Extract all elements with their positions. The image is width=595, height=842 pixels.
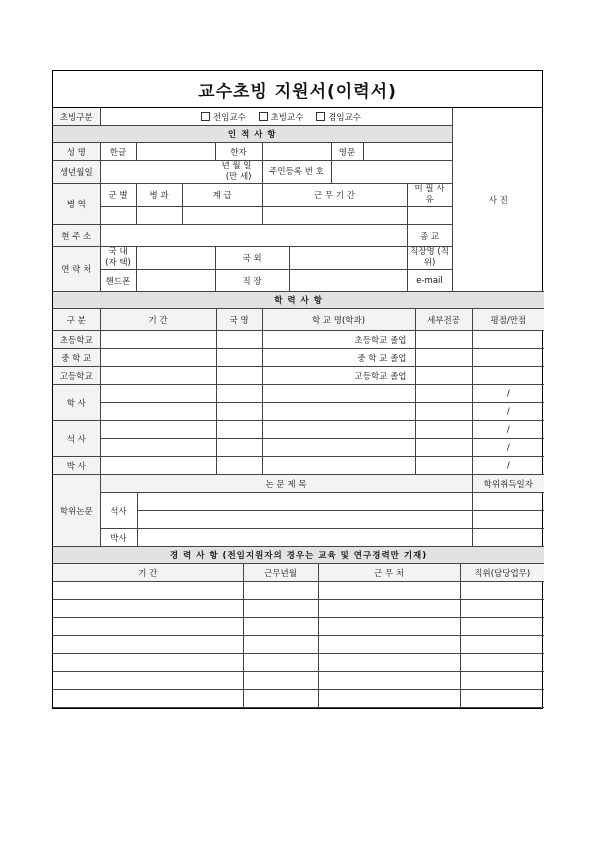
option-adjunct: 겸임교수 — [328, 112, 362, 123]
career-row-workplace[interactable] — [318, 672, 460, 690]
career-header-workplace: 근 무 처 — [318, 564, 460, 582]
option-invited: 초빙교수 — [270, 112, 304, 123]
mil-rank-field[interactable] — [182, 207, 262, 225]
education-section-header: 학 력 사 항 — [53, 292, 544, 309]
thesis-master-title-1[interactable] — [137, 493, 472, 511]
bachelor-school-1[interactable] — [262, 385, 415, 403]
master-school-2[interactable] — [262, 439, 415, 457]
thesis-doctor-label: 박사 — [100, 529, 137, 547]
middle-label: 중 학 교 — [53, 349, 100, 367]
resident-no-field[interactable] — [331, 161, 452, 184]
name-label: 성 명 — [53, 143, 100, 161]
career-row-workplace[interactable] — [318, 690, 460, 708]
checkbox-invited[interactable] — [259, 112, 268, 121]
edu-header-period: 기 간 — [100, 309, 216, 331]
career-row-months[interactable] — [243, 690, 318, 708]
edu-header-school: 학 교 명(학과) — [262, 309, 415, 331]
edu-header-gpa: 평점/만점 — [472, 309, 544, 331]
work-label: 직 장 — [215, 270, 289, 292]
mil-period-field[interactable] — [262, 207, 407, 225]
mobile-field[interactable] — [136, 270, 215, 292]
middle-gpa[interactable] — [472, 349, 544, 367]
bachelor-country-1[interactable] — [216, 385, 262, 403]
religion-label: 종 교 — [407, 225, 452, 247]
birth-field[interactable] — [100, 161, 262, 184]
career-row-position[interactable] — [460, 690, 544, 708]
high-school[interactable]: 고등학교 졸업 — [262, 367, 415, 385]
thesis-doctor-date[interactable] — [472, 529, 544, 547]
elementary-gpa[interactable] — [472, 331, 544, 349]
career-header-period: 기 간 — [53, 564, 243, 582]
bachelor-period-1[interactable] — [100, 385, 216, 403]
career-row-period[interactable] — [53, 618, 243, 636]
master-gpa-1[interactable]: / — [472, 421, 544, 439]
bachelor-major-2[interactable] — [415, 403, 472, 421]
career-row-position[interactable] — [460, 672, 544, 690]
bachelor-school-2[interactable] — [262, 403, 415, 421]
birth-age: (만 세) — [225, 172, 252, 182]
thesis-master-title-2[interactable] — [137, 511, 472, 529]
career-row-period[interactable] — [53, 582, 243, 600]
career-row-months[interactable] — [243, 582, 318, 600]
master-gpa-2[interactable]: / — [472, 439, 544, 457]
career-header-months: 근무년월 — [243, 564, 318, 582]
thesis-title-header: 논 문 제 목 — [100, 475, 472, 493]
high-label: 고등학교 — [53, 367, 100, 385]
doctor-school[interactable] — [262, 457, 415, 475]
career-row-period[interactable] — [53, 636, 243, 654]
career-row-period[interactable] — [53, 672, 243, 690]
work-field[interactable] — [289, 270, 407, 292]
edu-header-major: 세부전공 — [415, 309, 472, 331]
address-label: 현 주 소 — [53, 225, 100, 247]
high-major[interactable] — [415, 367, 472, 385]
career-row-months[interactable] — [243, 654, 318, 672]
master-school-1[interactable] — [262, 421, 415, 439]
birth-format: 년 월 일 — [221, 161, 252, 171]
bachelor-gpa-1[interactable]: / — [472, 385, 544, 403]
elementary-major[interactable] — [415, 331, 472, 349]
doctor-major[interactable] — [415, 457, 472, 475]
bachelor-gpa-2[interactable]: / — [472, 403, 544, 421]
middle-period[interactable] — [100, 349, 216, 367]
abroad-field[interactable] — [289, 247, 407, 270]
master-major-2[interactable] — [415, 439, 472, 457]
bachelor-country-2[interactable] — [216, 403, 262, 421]
abroad-label: 국 외 — [215, 247, 289, 270]
thesis-label: 학위논문 — [53, 475, 100, 547]
elementary-school[interactable]: 초등학교 졸업 — [262, 331, 415, 349]
checkbox-fulltime[interactable] — [201, 112, 210, 121]
mil-type-field[interactable] — [136, 207, 182, 225]
edu-header-type: 구 분 — [53, 309, 100, 331]
category-label: 초빙구분 — [53, 108, 100, 126]
option-fulltime: 전임교수 — [213, 112, 246, 123]
bachelor-period-2[interactable] — [100, 403, 216, 421]
master-country-1[interactable] — [216, 421, 262, 439]
career-row-position[interactable] — [460, 600, 544, 618]
email-label: e-mail — [407, 270, 452, 292]
high-period[interactable] — [100, 367, 216, 385]
contact-label: 연 락 처 — [53, 247, 100, 292]
photo-box[interactable]: 사 진 — [452, 108, 544, 292]
doctor-gpa[interactable]: / — [472, 457, 544, 475]
career-row-months[interactable] — [243, 600, 318, 618]
mobile-label: 핸드폰 — [100, 270, 136, 292]
mil-exempt-field[interactable] — [407, 207, 452, 225]
doctor-period[interactable] — [100, 457, 216, 475]
job-title-label: 직장명 (직 위) — [407, 247, 452, 270]
education-table — [53, 292, 544, 547]
career-row-workplace[interactable] — [318, 582, 460, 600]
domestic-label: 국 내 (자 택) — [100, 247, 136, 270]
career-row-position[interactable] — [460, 582, 544, 600]
category-options — [100, 108, 452, 126]
resident-no-label: 주민등록 번 호 — [262, 161, 331, 184]
master-period-1[interactable] — [100, 421, 216, 439]
master-label: 석 사 — [53, 421, 100, 457]
career-row-position[interactable] — [460, 636, 544, 654]
master-period-2[interactable] — [100, 439, 216, 457]
application-form — [52, 70, 543, 709]
thesis-master-label: 석사 — [100, 493, 137, 529]
doctor-label: 박 사 — [53, 457, 100, 475]
middle-major[interactable] — [415, 349, 472, 367]
elementary-label: 초등학교 — [53, 331, 100, 349]
elementary-country[interactable] — [216, 331, 262, 349]
high-gpa[interactable] — [472, 367, 544, 385]
mil-branch-header: 군 별 — [100, 184, 136, 207]
career-row-workplace[interactable] — [318, 636, 460, 654]
mil-period-header: 근 무 기 간 — [262, 184, 407, 207]
career-header-position: 직위(담당업무) — [460, 564, 544, 582]
thesis-date-header: 학위취득일자 — [472, 475, 544, 493]
high-country[interactable] — [216, 367, 262, 385]
mil-type-header: 병 과 — [136, 184, 182, 207]
career-row-months[interactable] — [243, 618, 318, 636]
hanja-label: 한자 — [215, 143, 262, 161]
form-title: 교수초빙 지원서(이력서) — [53, 71, 542, 108]
master-major-1[interactable] — [415, 421, 472, 439]
hangul-name-field[interactable] — [136, 143, 215, 161]
career-row-workplace[interactable] — [318, 618, 460, 636]
domestic-field[interactable] — [136, 247, 215, 270]
personal-info-table — [53, 108, 544, 292]
mil-branch-field[interactable] — [100, 207, 136, 225]
career-section-header: 경 력 사 항 (전임지원자의 경우는 교육 및 연구경력만 기재) — [53, 547, 544, 564]
bachelor-label: 학 사 — [53, 385, 100, 421]
elementary-period[interactable] — [100, 331, 216, 349]
address-field[interactable] — [100, 225, 407, 247]
english-label: 영문 — [331, 143, 363, 161]
career-row-workplace[interactable] — [318, 654, 460, 672]
middle-school[interactable]: 중 학 교 졸업 — [262, 349, 415, 367]
thesis-master-date-2[interactable] — [472, 511, 544, 529]
edu-header-country: 국 명 — [216, 309, 262, 331]
doctor-country[interactable] — [216, 457, 262, 475]
english-name-field[interactable] — [363, 143, 452, 161]
career-row-months[interactable] — [243, 672, 318, 690]
hangul-label: 한글 — [100, 143, 136, 161]
career-row-months[interactable] — [243, 636, 318, 654]
military-label: 병 역 — [53, 184, 100, 225]
thesis-doctor-title[interactable] — [137, 529, 472, 547]
mil-exempt-header: 미 필 사 유 — [407, 184, 452, 207]
master-country-2[interactable] — [216, 439, 262, 457]
thesis-master-date-1[interactable] — [472, 493, 544, 511]
career-row-workplace[interactable] — [318, 600, 460, 618]
hanja-name-field[interactable] — [262, 143, 331, 161]
middle-country[interactable] — [216, 349, 262, 367]
personal-section-header: 인 적 사 항 — [53, 126, 452, 143]
career-row-position[interactable] — [460, 654, 544, 672]
mil-rank-header: 계 급 — [182, 184, 262, 207]
bachelor-major-1[interactable] — [415, 385, 472, 403]
career-row-period[interactable] — [53, 600, 243, 618]
career-row-period[interactable] — [53, 654, 243, 672]
career-row-period[interactable] — [53, 690, 243, 708]
checkbox-adjunct[interactable] — [316, 112, 325, 121]
birth-label: 생년월일 — [53, 161, 100, 184]
career-row-position[interactable] — [460, 618, 544, 636]
career-table — [53, 547, 544, 708]
